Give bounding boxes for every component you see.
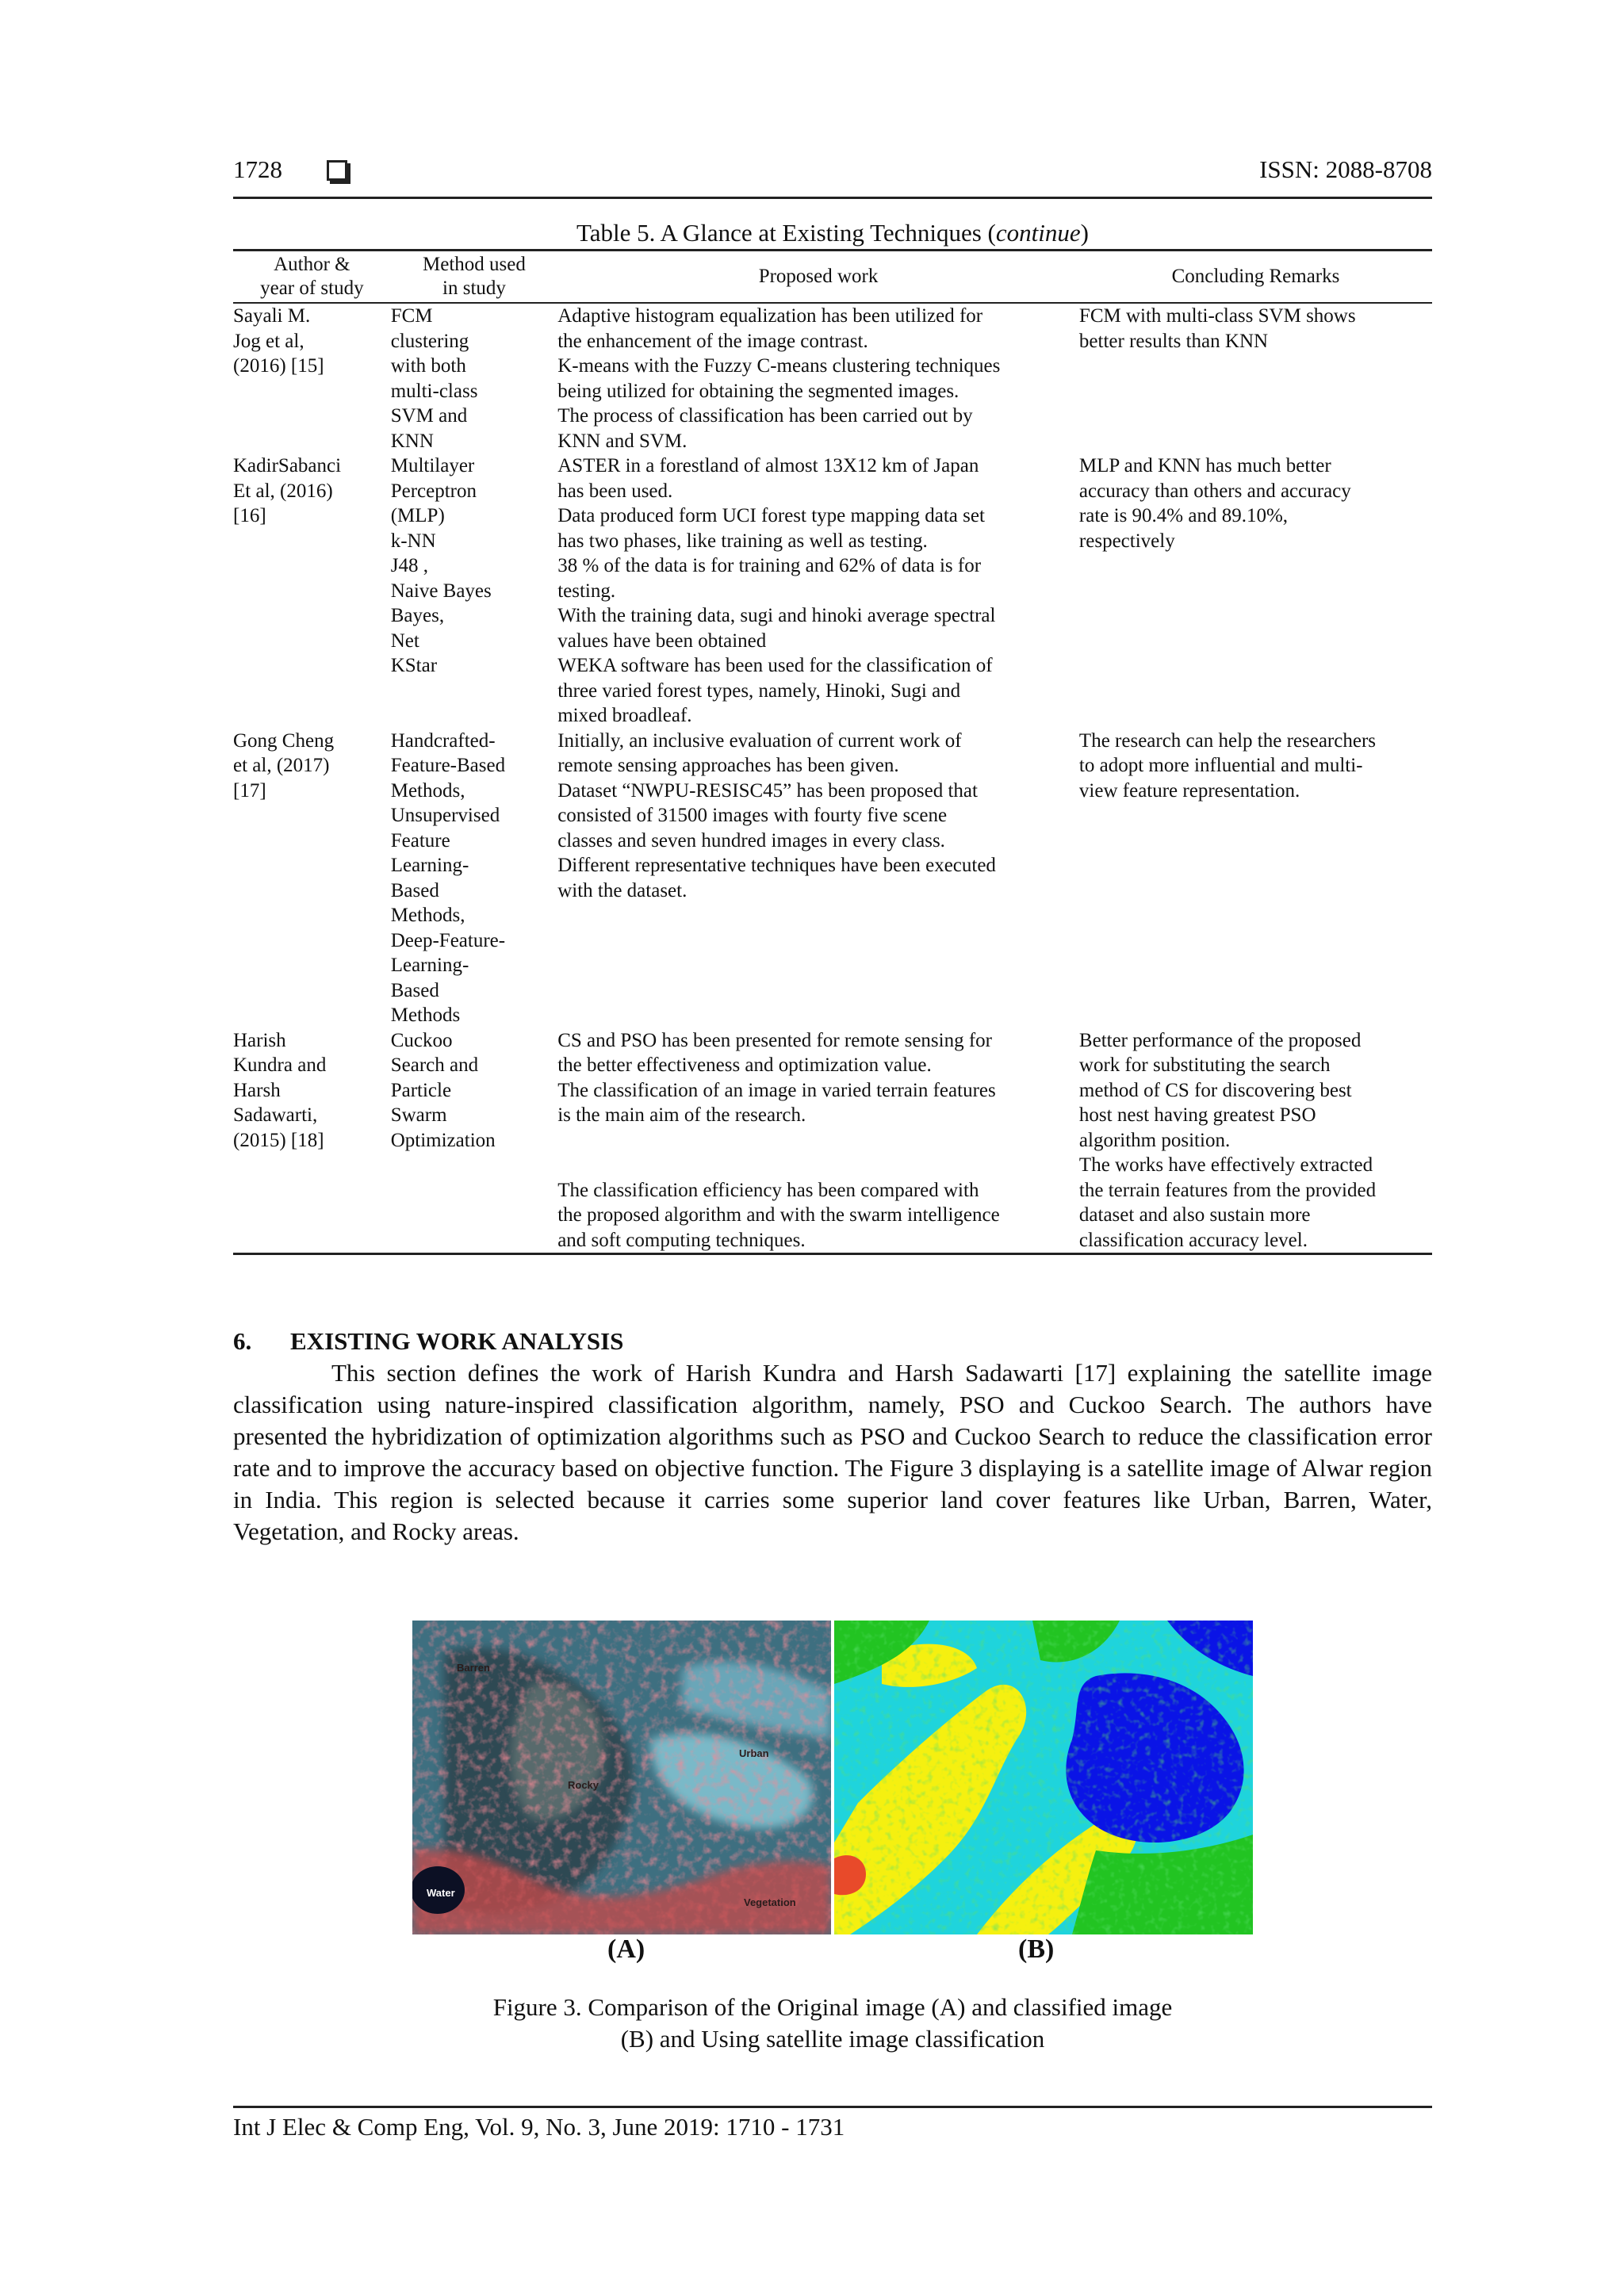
table-body	[233, 303, 1432, 1254]
cell-remarks: FCM with multi-class SVM shows better results than KNN	[1078, 305, 1356, 352]
section-heading: 6. EXISTING WORK ANALYSIS	[233, 1327, 624, 1355]
cell-author: Sayali M. Jog et al, (2016) [15]	[233, 305, 324, 377]
table-row	[233, 453, 1432, 729]
cell-method: Multilayer Perceptron (MLP) k-NN J48 , Naive Bayes Bayes, Net KStar	[390, 455, 492, 676]
map-label-urban: Urban	[739, 1747, 769, 1759]
section-paragraph: This section defines the work of Harish Kundra and Harsh Sadawarti [17] explaining the satellite image classification using nature-inspired classification algorithm, namely, PSO and Cuckoo Search. The authors have presented the hybridization of optimization algorithms such as PSO and Cuckoo Search to reduce the classification error rate and to improve the accuracy based on objective function. The Figure 3 displaying is a satellite image of Alwar region in India. This region is selected because it carries some superior land cover features like Urban, Barren, Water, Vegetation, and Rocky areas.	[233, 1359, 1432, 1545]
map-label-barren: Barren	[457, 1662, 490, 1674]
classified-image	[834, 1621, 1253, 1934]
cell-remarks: MLP and KNN has much better accuracy than others and accuracy rate is 90.4% and 89.10%, respectively	[1078, 455, 1351, 552]
cell-author: KadirSabanci Et al, (2016) [16]	[233, 455, 342, 526]
issn: ISSN: 2088-8708	[1259, 155, 1432, 183]
checkbox-square-icon	[327, 160, 347, 181]
header-author: Author & year of study	[233, 251, 391, 304]
table-caption: Table 5. A Glance at Existing Techniques (continue)	[576, 219, 1089, 247]
map-label-vegetation: Vegetation	[744, 1896, 796, 1908]
table-row	[233, 303, 1432, 453]
cell-work: CS and PSO has been presented for remote sensing for the better effectiveness and optimization value. The classification of an image in varied terrain features is the main aim of the research. The classification efficiency has been compared with the proposed algorithm and with the swarm intelligence and soft computing techniques.	[557, 1028, 1079, 1254]
cell-method: FCM clustering with both multi-class SVM and KNN	[390, 305, 478, 452]
cell-work: ASTER in a forestland of almost 13X12 km of Japan has been used. Data produced form UCI forest type mapping data set has two phases, like training as well as testing. 38 % of the data is for training and 62% of data is for testing. With the training data, sugi and hinoki average spectral values have been obtained WEKA software has been used for the classification of three varied forest types, namely, Hinoki, Sugi and mixed broadleaf.	[557, 455, 996, 726]
cell-author: Harish Kundra and Harsh Sadawarti, (2015) [18]	[233, 1028, 391, 1254]
table-row	[233, 1028, 1432, 1254]
cell-remarks: Better performance of the proposed work for substituting the search method of CS for discovering best host nest having greatest PSO algorithm position. The works have effectively extracted the terrain features from the provided dataset and also sustain more classification accuracy level.	[1079, 1028, 1432, 1254]
cell-work: Initially, an inclusive evaluation of current work of remote sensing approaches has been given. Dataset “NWPU-RESISC45” has been proposed that consisted of 31500 images with fourty five scene classes and seven hundred images in every class. Different representative techniques have been executed with the dataset.	[557, 729, 996, 901]
figure-caption: Figure 3. Comparison of the Original image (A) and classified image (B) and Using satellite image classification	[492, 1993, 1173, 2053]
figure-label-b: (B)	[1018, 1934, 1055, 1964]
page-number: 1728	[233, 155, 282, 183]
page-header	[233, 155, 1432, 199]
cell-author: Gong Cheng et al, (2017) [17]	[233, 729, 335, 802]
map-label-water: Water	[427, 1887, 455, 1899]
map-label-rocky: Rocky	[568, 1779, 599, 1791]
header-work: Proposed work	[557, 251, 1079, 304]
cell-method: Handcrafted- Feature-Based Methods, Unsupervised Feature Learning- Based Methods, Deep-Feature- Learning- Based Methods	[390, 729, 506, 1026]
cell-work: Adaptive histogram equalization has been utilized for the enhancement of the image contrast. K-means with the Fuzzy C-means clustering techniques being utilized for obtaining the segmented images. The process of classification has been carried out by KNN and SVM.	[557, 305, 1001, 452]
original-satellite-image	[412, 1621, 831, 1934]
page-footer: Int J Elec & Comp Eng, Vol. 9, No. 3, June 2019: 1710 - 1731	[233, 2106, 1432, 2141]
techniques-table	[233, 249, 1432, 1255]
cell-method: Cuckoo Search and Particle Swarm Optimization	[391, 1028, 557, 1254]
table-header-row	[233, 251, 1432, 304]
figure-3	[412, 1621, 1248, 1966]
figure-label-a: (A)	[607, 1934, 645, 1964]
header-method: Method used in study	[391, 251, 557, 304]
classified-map-graphic	[834, 1621, 1253, 1934]
cell-remarks: The research can help the researchers to adopt more influential and multi- view feature representation.	[1078, 729, 1376, 802]
table-row	[233, 729, 1432, 1028]
header-remarks: Concluding Remarks	[1079, 251, 1432, 304]
